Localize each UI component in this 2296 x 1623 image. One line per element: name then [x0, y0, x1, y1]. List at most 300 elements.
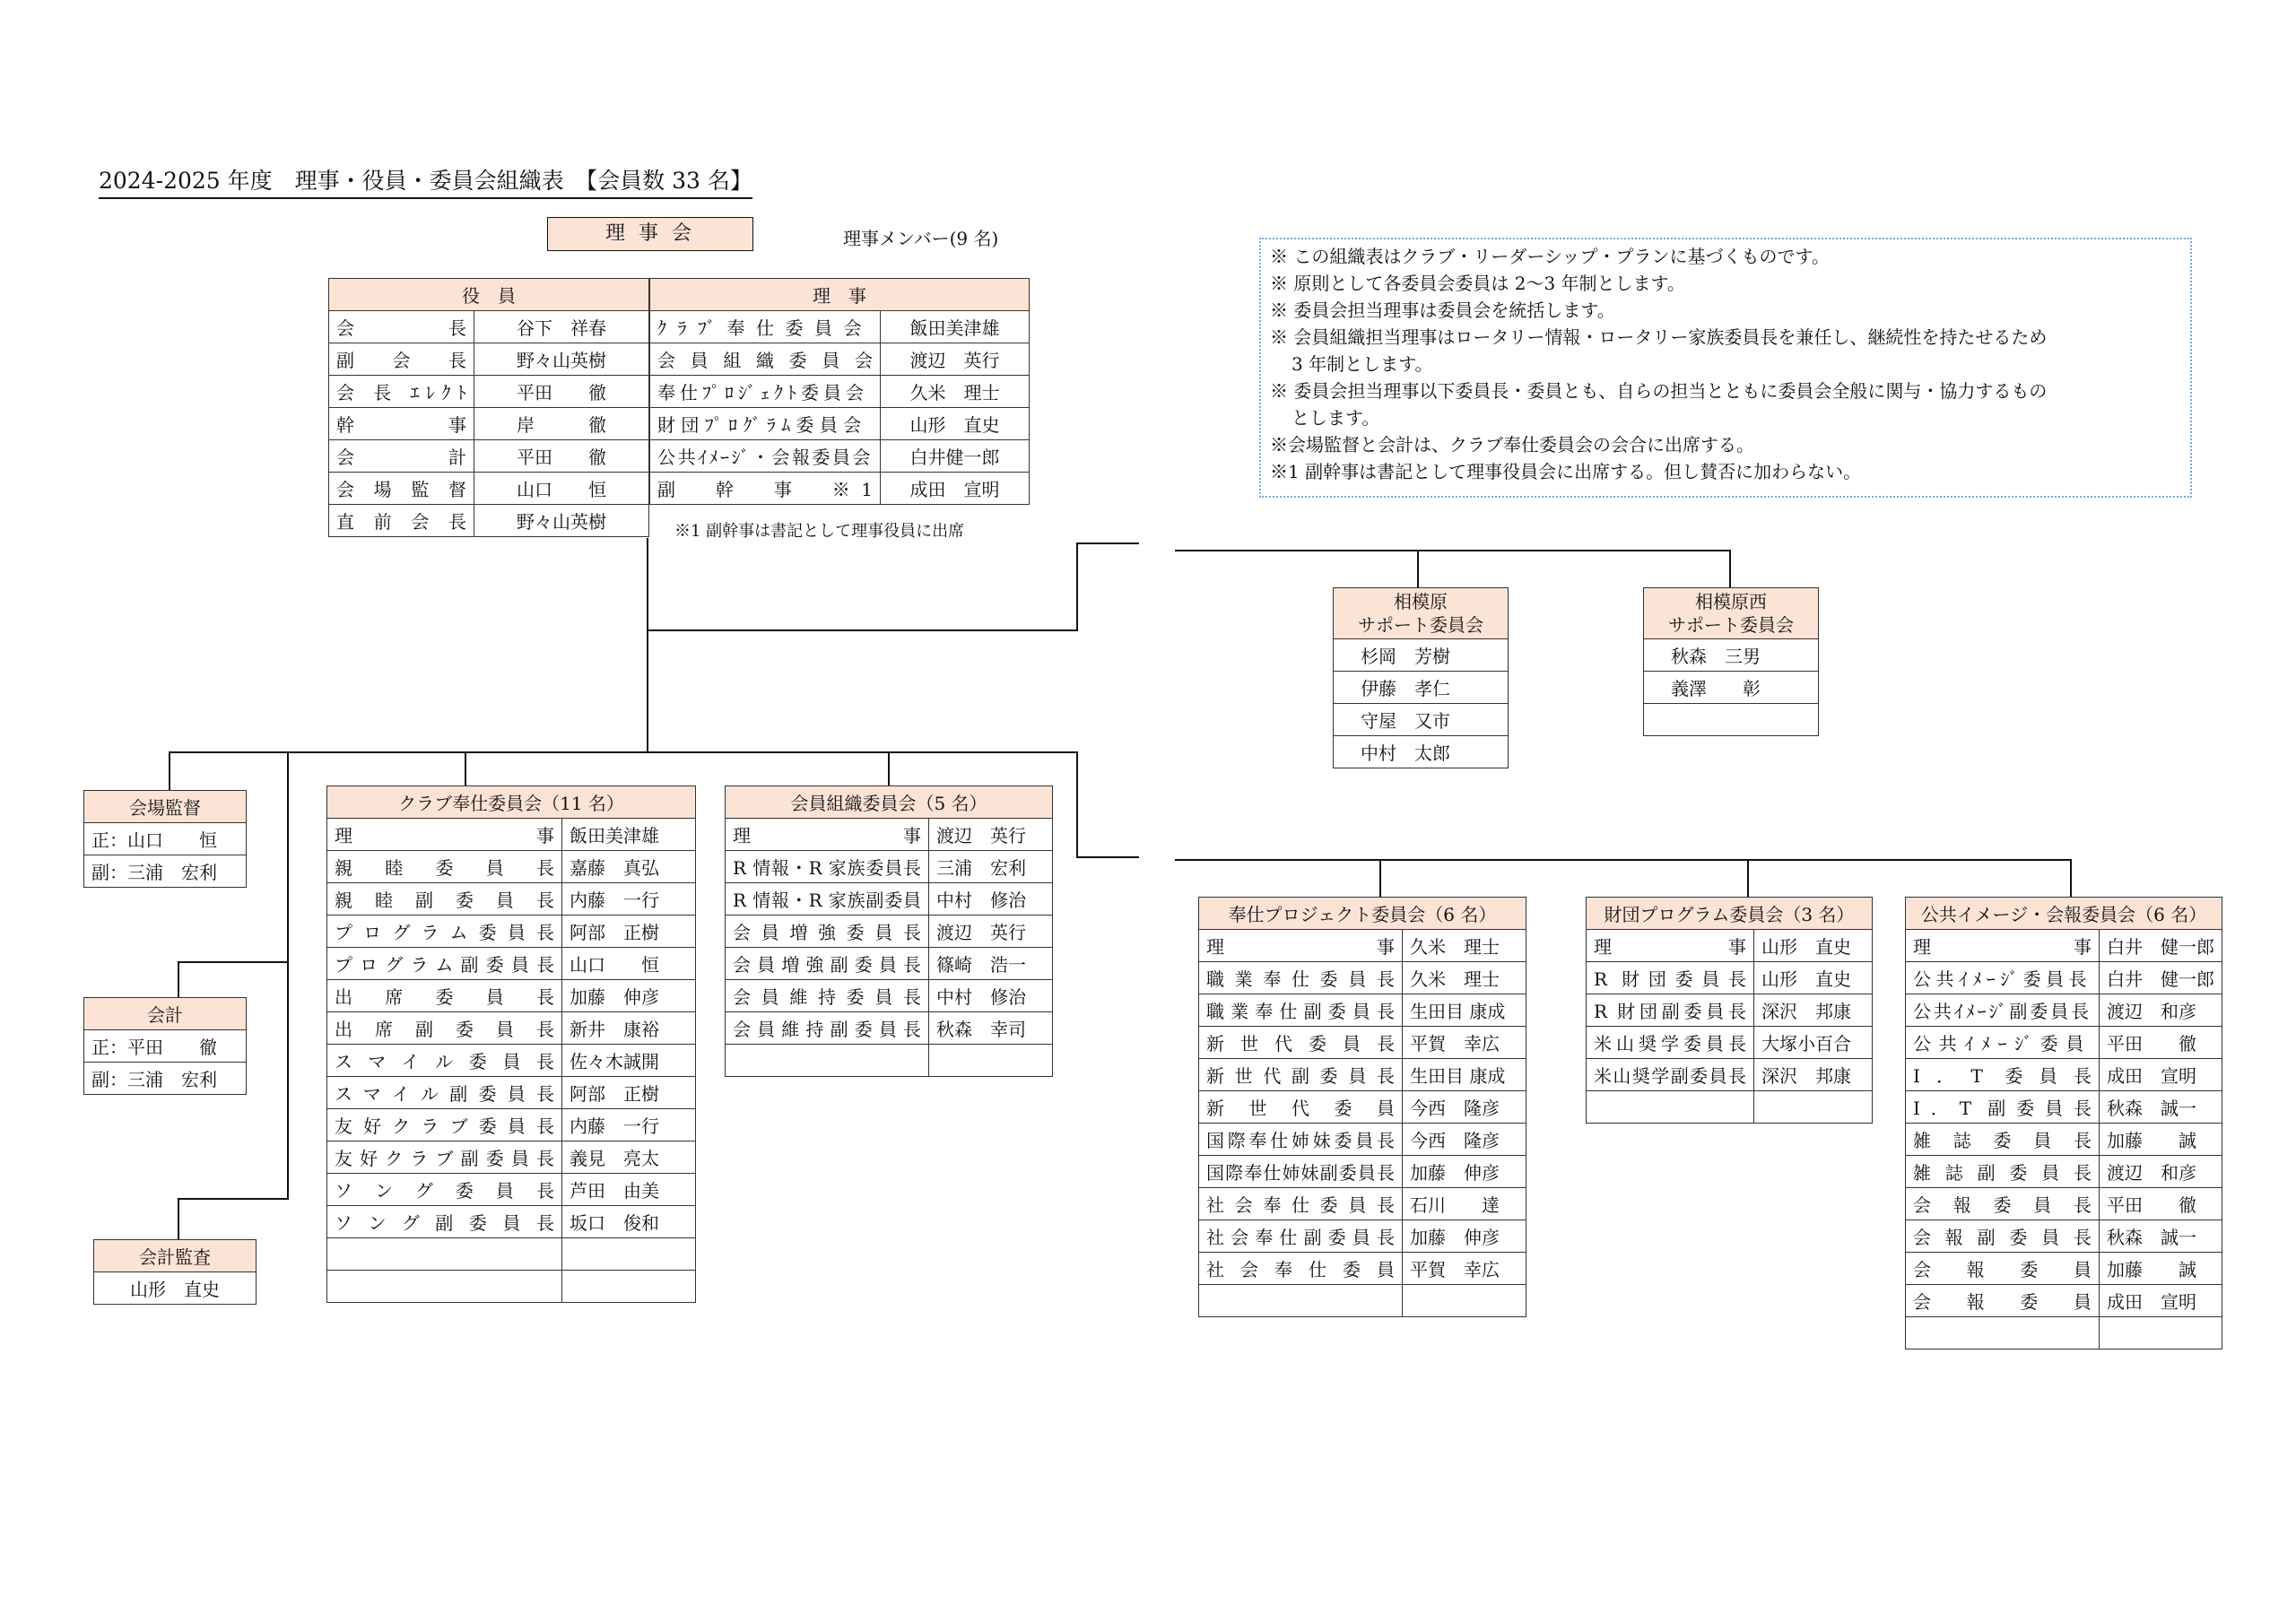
public-image-role: I．T 委員長 — [1913, 1065, 2092, 1087]
public-image-role-cell — [1906, 1285, 2100, 1317]
officer-name: 平田 徹 — [474, 440, 649, 473]
foundation-role-cell — [1587, 994, 1754, 1027]
club-service-role: ソング委員長 — [335, 1180, 554, 1202]
public-image-role: 公共ｲﾒｰｼﾞ委員長 — [1913, 968, 2092, 990]
director-name: 白井健一郎 — [881, 440, 1030, 473]
membership-role: 会員維持副委員長 — [733, 1019, 921, 1040]
foundation-role-cell — [1587, 962, 1754, 994]
club-service-role-cell — [327, 1238, 562, 1271]
sagamihara-subtitle: サポート委員会 — [1358, 614, 1483, 636]
officer-role: 幹 事 — [336, 414, 466, 436]
public-image-role: 公共ｲﾒｰｼﾞ副委員長 — [1913, 1001, 2092, 1022]
table-row — [1199, 1027, 1526, 1059]
sagamihara-member: 中村 太郎 — [1334, 736, 1509, 768]
connector-line — [169, 751, 1076, 753]
director-name: 久米 理士 — [881, 376, 1030, 408]
treasurer-title: 会計 — [84, 998, 247, 1030]
directors-header: 理 事 — [650, 279, 1030, 311]
connector-line — [1175, 859, 2072, 861]
table-row — [327, 1141, 696, 1174]
connector-line — [648, 629, 1078, 631]
foundation-role-cell — [1587, 1059, 1754, 1091]
table-row — [726, 916, 1053, 948]
public-image-member: 渡辺 和彦 — [2100, 1156, 2222, 1188]
club-service-member: 内藤 一行 — [562, 883, 696, 916]
membership-role-cell — [726, 916, 929, 948]
sagamihara-nishi-support-table — [1643, 587, 1819, 736]
table-row — [1906, 1027, 2222, 1059]
membership-title: 会員組織委員会（5 名） — [726, 786, 1053, 819]
service-projects-role: 理 事 — [1206, 936, 1395, 958]
table-row — [1906, 1059, 2222, 1091]
club-service-role-cell — [327, 980, 562, 1012]
table-row — [327, 1045, 696, 1077]
public-image-role: 会報委員 — [1913, 1291, 2092, 1313]
officer-role: 会 計 — [336, 447, 466, 468]
service-projects-role-cell — [1199, 994, 1403, 1027]
connector-line — [1076, 856, 1139, 858]
service-projects-member: 生田目 康成 — [1403, 1059, 1526, 1091]
service-projects-role: 新世代副委員長 — [1206, 1065, 1395, 1087]
club-service-role: 理 事 — [335, 825, 554, 846]
table-row — [1906, 1188, 2222, 1220]
public-image-role-cell — [1906, 1253, 2100, 1285]
venue-supervisor-title: 会場監督 — [84, 791, 247, 823]
notes-box — [1259, 238, 2192, 498]
public-image-role-cell — [1906, 1124, 2100, 1156]
public-image-table — [1905, 897, 2222, 1350]
table-row — [327, 1271, 696, 1303]
club-service-title: クラブ奉仕委員会（11 名） — [327, 786, 696, 819]
note-line: ※ 委員会担当理事は委員会を統括します。 — [1270, 299, 1615, 321]
officer-role: 会 長 — [336, 317, 466, 339]
foundation-member: 山形 直史 — [1754, 930, 1873, 962]
table-row — [327, 1206, 696, 1238]
club-service-role-cell — [327, 1271, 562, 1303]
foundation-member: 山形 直史 — [1754, 962, 1873, 994]
service-projects-member — [1403, 1285, 1526, 1317]
public-image-role-cell — [1906, 930, 2100, 962]
club-service-member — [562, 1238, 696, 1271]
club-service-member: 内藤 一行 — [562, 1109, 696, 1141]
membership-role-cell — [726, 851, 929, 883]
membership-member: 中村 修治 — [929, 883, 1053, 916]
connector-line — [1076, 542, 1139, 544]
directors-table — [649, 278, 1030, 505]
connector-line — [1076, 542, 1078, 630]
note-line: ※ 原則として各委員会委員は 2～3 年制とします。 — [1270, 273, 1685, 294]
table-row — [1906, 930, 2222, 962]
membership-role: 会員増強委員長 — [733, 922, 921, 943]
club-service-role-cell — [327, 883, 562, 916]
public-image-role-cell — [1906, 1027, 2100, 1059]
director-committee: 副 幹 事 ※1 — [657, 479, 873, 500]
sagamihara-member: 杉岡 芳樹 — [1334, 639, 1509, 672]
service-projects-role-cell — [1199, 1091, 1403, 1124]
club-service-role-cell — [327, 1141, 562, 1174]
table-row — [1587, 962, 1873, 994]
membership-role-cell — [726, 819, 929, 851]
public-image-member: 渡辺 和彦 — [2100, 994, 2222, 1027]
sagamihara-support-table — [1333, 587, 1509, 768]
table-row — [1906, 994, 2222, 1027]
connector-line — [169, 751, 170, 791]
table-row — [1906, 1253, 2222, 1285]
treasurer-member: 正：平田 徹 — [84, 1030, 247, 1063]
venue-supervisor-table — [83, 790, 247, 888]
club-service-role: スマイル委員長 — [335, 1051, 554, 1072]
foundation-title: 財団プログラム委員会（3 名） — [1587, 898, 1873, 930]
table-row — [1587, 1027, 1873, 1059]
service-projects-member: 加藤 伸彦 — [1403, 1156, 1526, 1188]
table-row — [1906, 1091, 2222, 1124]
foundation-role: R 財団委員長 — [1594, 968, 1746, 990]
public-image-role: I．T 副委員長 — [1913, 1098, 2092, 1119]
officer-role: 副 会 長 — [336, 350, 466, 371]
club-service-role: プログラム委員長 — [335, 922, 554, 943]
director-name: 渡辺 英行 — [881, 343, 1030, 376]
membership-role: 理 事 — [733, 825, 921, 846]
club-service-role-cell — [327, 819, 562, 851]
sagamihara-title: 相模原 — [1394, 591, 1448, 612]
sagamihara-nishi-title: 相模原西 — [1695, 591, 1767, 612]
membership-role-cell — [726, 883, 929, 916]
foundation-role: R 財団副委員長 — [1594, 1001, 1746, 1022]
public-image-role: 理 事 — [1913, 936, 2092, 958]
club-service-role: 出席委員長 — [335, 986, 554, 1008]
table-row — [1199, 930, 1526, 962]
service-projects-role-cell — [1199, 1285, 1403, 1317]
table-row — [1906, 1317, 2222, 1350]
service-projects-member: 石川 達 — [1403, 1188, 1526, 1220]
table-row — [327, 916, 696, 948]
connector-line — [178, 961, 179, 997]
page-title: 2024-2025 年度 理事・役員・委員会組織表 【会員数 33 名】 — [99, 163, 752, 199]
table-row — [327, 1109, 696, 1141]
service-projects-title: 奉仕プロジェクト委員会（6 名） — [1199, 898, 1526, 930]
service-projects-role-cell — [1199, 1124, 1403, 1156]
service-projects-role-cell — [1199, 1253, 1403, 1285]
club-service-member: 阿部 正樹 — [562, 1077, 696, 1109]
public-image-member: 平田 徹 — [2100, 1027, 2222, 1059]
table-row — [1587, 1059, 1873, 1091]
public-image-role: 公共ｲﾒｰｼﾞ委員 — [1913, 1033, 2092, 1055]
service-projects-role: 新世代委員長 — [1206, 1033, 1395, 1055]
public-image-role-cell — [1906, 1091, 2100, 1124]
service-projects-role: 職業奉仕副委員長 — [1206, 1001, 1395, 1022]
club-service-member: 阿部 正樹 — [562, 916, 696, 948]
foundation-table — [1586, 897, 1873, 1124]
club-service-member: 嘉藤 真弘 — [562, 851, 696, 883]
connector-line — [2070, 859, 2072, 897]
connector-line — [1417, 550, 1419, 587]
foundation-role: 米山奨学副委員長 — [1594, 1065, 1746, 1087]
table-row — [1199, 1220, 1526, 1253]
service-projects-member: 今西 隆彦 — [1403, 1124, 1526, 1156]
service-projects-role-cell — [1199, 1220, 1403, 1253]
public-image-member: 成田 宣明 — [2100, 1285, 2222, 1317]
connector-line — [287, 751, 289, 1200]
table-row — [1587, 930, 1873, 962]
club-service-member: 山口 恒 — [562, 948, 696, 980]
public-image-role-cell — [1906, 962, 2100, 994]
club-service-role-cell — [327, 1174, 562, 1206]
club-service-member — [562, 1271, 696, 1303]
table-row — [327, 1077, 696, 1109]
officers-header: 役 員 — [329, 279, 649, 311]
club-service-role: プログラム副委員長 — [335, 954, 554, 976]
auditor-table — [93, 1239, 257, 1305]
service-projects-member: 生田目 康成 — [1403, 994, 1526, 1027]
service-projects-member: 久米 理士 — [1403, 962, 1526, 994]
officer-role: 直 前 会 長 — [336, 511, 466, 533]
foundation-role-cell — [1587, 930, 1754, 962]
service-projects-role-cell — [1199, 1027, 1403, 1059]
connector-line — [1175, 550, 1731, 551]
public-image-role-cell — [1906, 1188, 2100, 1220]
director-committee: 財団ﾌﾟﾛｸﾞﾗﾑ委員会 — [657, 414, 867, 436]
club-service-role-cell — [327, 1206, 562, 1238]
table-row — [1906, 1156, 2222, 1188]
service-projects-member: 加藤 伸彦 — [1403, 1220, 1526, 1253]
public-image-role-cell — [1906, 1059, 2100, 1091]
club-service-role-cell — [327, 1077, 562, 1109]
club-service-role: ソング副委員長 — [335, 1212, 554, 1234]
public-image-role: 会報副委員長 — [1913, 1227, 2092, 1248]
service-projects-table — [1198, 897, 1526, 1317]
club-service-member: 加藤 伸彦 — [562, 980, 696, 1012]
public-image-member: 秋森 誠一 — [2100, 1091, 2222, 1124]
connector-line — [1379, 859, 1381, 897]
table-row — [1199, 1059, 1526, 1091]
director-name: 山形 直史 — [881, 408, 1030, 440]
foundation-role: 米山奨学委員長 — [1594, 1033, 1746, 1055]
public-image-role-cell — [1906, 1220, 2100, 1253]
club-service-role: 出席副委員長 — [335, 1019, 554, 1040]
public-image-member: 平田 徹 — [2100, 1188, 2222, 1220]
connector-line — [178, 961, 289, 963]
foundation-role-cell — [1587, 1091, 1754, 1124]
table-row — [1199, 1124, 1526, 1156]
service-projects-role: 社会奉仕副委員長 — [1206, 1227, 1395, 1248]
public-image-member: 白井 健一郎 — [2100, 962, 2222, 994]
table-row — [1199, 1188, 1526, 1220]
treasurer-member: 副：三浦 宏利 — [84, 1063, 247, 1095]
public-image-role: 会報委員 — [1913, 1259, 2092, 1280]
table-row — [1587, 994, 1873, 1027]
table-row — [1906, 1220, 2222, 1253]
public-image-member: 加藤 誠 — [2100, 1124, 2222, 1156]
note-line: とします。 — [1292, 407, 1380, 429]
table-row — [327, 948, 696, 980]
connector-line — [647, 538, 648, 753]
membership-role-cell — [726, 1012, 929, 1045]
membership-table — [725, 785, 1053, 1077]
membership-role: 会員維持委員長 — [733, 986, 921, 1008]
service-projects-role: 社会奉仕委員長 — [1206, 1194, 1395, 1216]
table-row — [1199, 1156, 1526, 1188]
table-row — [327, 819, 696, 851]
table-row — [1587, 1091, 1873, 1124]
note-line: ※ 委員会担当理事以下委員長・委員とも、自らの担当とともに委員会全般に関与・協力するもの — [1270, 380, 2048, 402]
sagamihara-nishi-subtitle: サポート委員会 — [1668, 614, 1794, 636]
table-row — [327, 1238, 696, 1271]
auditor-title: 会計監査 — [94, 1240, 257, 1272]
foundation-member — [1754, 1091, 1873, 1124]
club-service-role-cell — [327, 1045, 562, 1077]
club-service-member: 芦田 由美 — [562, 1174, 696, 1206]
service-projects-role: 国際奉仕姉妹委員長 — [1206, 1130, 1395, 1151]
club-service-role-cell — [327, 851, 562, 883]
note-line: ※ この組織表はクラブ・リーダーシップ・プランに基づくものです。 — [1270, 246, 1830, 267]
table-row — [726, 1045, 1053, 1077]
membership-role: 会員増強副委員長 — [733, 954, 921, 976]
public-image-member: 白井 健一郎 — [2100, 930, 2222, 962]
membership-member: 三浦 宏利 — [929, 851, 1053, 883]
public-image-role: 雑誌委員長 — [1913, 1130, 2092, 1151]
club-service-role: 親睦委員長 — [335, 857, 554, 879]
connector-line — [1729, 550, 1731, 587]
officer-name: 山口 恒 — [474, 473, 649, 505]
officer-name: 野々山英樹 — [474, 505, 649, 537]
public-image-role-cell — [1906, 1156, 2100, 1188]
table-row — [726, 948, 1053, 980]
table-row — [1199, 1091, 1526, 1124]
public-image-role-cell — [1906, 1317, 2100, 1350]
sagamihara-member: 守屋 又市 — [1334, 704, 1509, 736]
table-row — [1906, 962, 2222, 994]
officer-role: 会 場 監 督 — [336, 479, 466, 500]
note-line: ※1 副幹事は書記として理事役員会に出席する。但し賛否に加わらない。 — [1270, 461, 1862, 482]
club-service-role-cell — [327, 1012, 562, 1045]
table-row — [726, 819, 1053, 851]
club-service-member: 坂口 俊和 — [562, 1206, 696, 1238]
connector-line — [178, 1198, 289, 1200]
public-image-title: 公共イメージ・会報委員会（6 名） — [1906, 898, 2222, 930]
treasurer-table — [83, 997, 247, 1095]
club-service-role: 友好クラブ委員長 — [335, 1115, 554, 1137]
director-committee: 公共ｲﾒｰｼﾞ・会報委員会 — [657, 447, 873, 468]
service-projects-member: 平賀 幸広 — [1403, 1027, 1526, 1059]
public-image-role: 会報委員長 — [1913, 1194, 2092, 1216]
service-projects-role: 職業奉仕委員長 — [1206, 968, 1395, 990]
sagamihara-nishi-member — [1644, 704, 1819, 736]
officer-name: 平田 徹 — [474, 376, 649, 408]
foundation-member: 大塚小百合 — [1754, 1027, 1873, 1059]
membership-role-cell — [726, 980, 929, 1012]
club-service-role: 親睦副委員長 — [335, 890, 554, 911]
club-service-role-cell — [327, 916, 562, 948]
board-label: 理 事 会 — [605, 222, 695, 245]
table-row — [726, 851, 1053, 883]
table-row — [726, 980, 1053, 1012]
table-row — [1906, 1285, 2222, 1317]
officers-table — [328, 278, 649, 537]
membership-member: 渡辺 英行 — [929, 819, 1053, 851]
table-row — [1199, 994, 1526, 1027]
auditor-member: 山形 直史 — [94, 1272, 257, 1305]
membership-role-cell — [726, 948, 929, 980]
sagamihara-member: 伊藤 孝仁 — [1334, 672, 1509, 704]
club-service-member: 新井 康裕 — [562, 1012, 696, 1045]
membership-role-cell — [726, 1045, 929, 1077]
club-service-table — [326, 785, 696, 1303]
club-service-role-cell — [327, 948, 562, 980]
service-projects-member: 今西 隆彦 — [1403, 1091, 1526, 1124]
public-image-member: 成田 宣明 — [2100, 1059, 2222, 1091]
public-image-member: 秋森 誠一 — [2100, 1220, 2222, 1253]
service-projects-role: 国際奉仕姉妹副委員長 — [1206, 1162, 1395, 1184]
table-row — [327, 883, 696, 916]
service-projects-role-cell — [1199, 1059, 1403, 1091]
connector-line — [178, 1198, 179, 1239]
public-image-role-cell — [1906, 994, 2100, 1027]
table-row — [327, 980, 696, 1012]
membership-role: R 情報・R 家族委員長 — [733, 857, 921, 879]
foundation-role: 理 事 — [1594, 936, 1746, 958]
venue-supervisor-member: 正：山口 恒 — [84, 823, 247, 855]
director-committee: ｸﾗﾌﾞ奉仕委員会 — [657, 317, 873, 339]
public-image-role: 雑誌副委員長 — [1913, 1162, 2092, 1184]
public-image-member: 加藤 誠 — [2100, 1253, 2222, 1285]
table-row — [1199, 1253, 1526, 1285]
membership-role: R 情報・R 家族副委員 — [733, 890, 921, 911]
officer-name: 岸 徹 — [474, 408, 649, 440]
director-committee: 会員組織委員会 — [657, 350, 873, 371]
service-projects-role: 社会奉仕委員 — [1206, 1259, 1395, 1280]
service-projects-role: 新世代委員 — [1206, 1098, 1395, 1119]
table-row — [726, 883, 1053, 916]
note-line: 3 年制とします。 — [1292, 353, 1433, 375]
membership-member: 中村 修治 — [929, 980, 1053, 1012]
connector-line — [1747, 859, 1749, 897]
officer-name: 野々山英樹 — [474, 343, 649, 376]
board-box — [547, 217, 753, 251]
service-projects-member: 久米 理士 — [1403, 930, 1526, 962]
club-service-member: 義見 亮太 — [562, 1141, 696, 1174]
club-service-role-cell — [327, 1109, 562, 1141]
membership-member: 秋森 幸司 — [929, 1012, 1053, 1045]
membership-member: 篠崎 浩一 — [929, 948, 1053, 980]
officer-name: 谷下 祥春 — [474, 311, 649, 343]
table-row — [1199, 962, 1526, 994]
director-name: 成田 宣明 — [881, 473, 1030, 505]
table-row — [327, 1174, 696, 1206]
club-service-member: 佐々木誠開 — [562, 1045, 696, 1077]
director-committee: 奉仕ﾌﾟﾛｼﾞｪｸﾄ委員会 — [657, 382, 868, 404]
board-members-label: 理事メンバー(9 名) — [843, 228, 999, 249]
membership-member: 渡辺 英行 — [929, 916, 1053, 948]
foundation-role-cell — [1587, 1027, 1754, 1059]
venue-supervisor-member: 副：三浦 宏利 — [84, 855, 247, 888]
table-row — [1199, 1285, 1526, 1317]
note-line: ※会場監督と会計は、クラブ奉仕委員会の会合に出席する。 — [1270, 434, 1754, 456]
note-line: ※ 会員組織担当理事はロータリー情報・ロータリー家族委員長を兼任し、継続性を持たせるため — [1270, 326, 2048, 348]
service-projects-role-cell — [1199, 1156, 1403, 1188]
service-projects-role-cell — [1199, 1188, 1403, 1220]
table-row — [726, 1012, 1053, 1045]
service-projects-role-cell — [1199, 930, 1403, 962]
table-row — [327, 1012, 696, 1045]
sagamihara-nishi-member: 義澤 彰 — [1644, 672, 1819, 704]
club-service-member: 飯田美津雄 — [562, 819, 696, 851]
service-projects-member: 平賀 幸広 — [1403, 1253, 1526, 1285]
membership-member — [929, 1045, 1053, 1077]
table-row — [327, 851, 696, 883]
club-service-role: 友好クラブ副委員長 — [335, 1148, 554, 1169]
service-projects-role-cell — [1199, 962, 1403, 994]
officer-role: 会 長 ｴﾚｸﾄ — [336, 382, 466, 404]
